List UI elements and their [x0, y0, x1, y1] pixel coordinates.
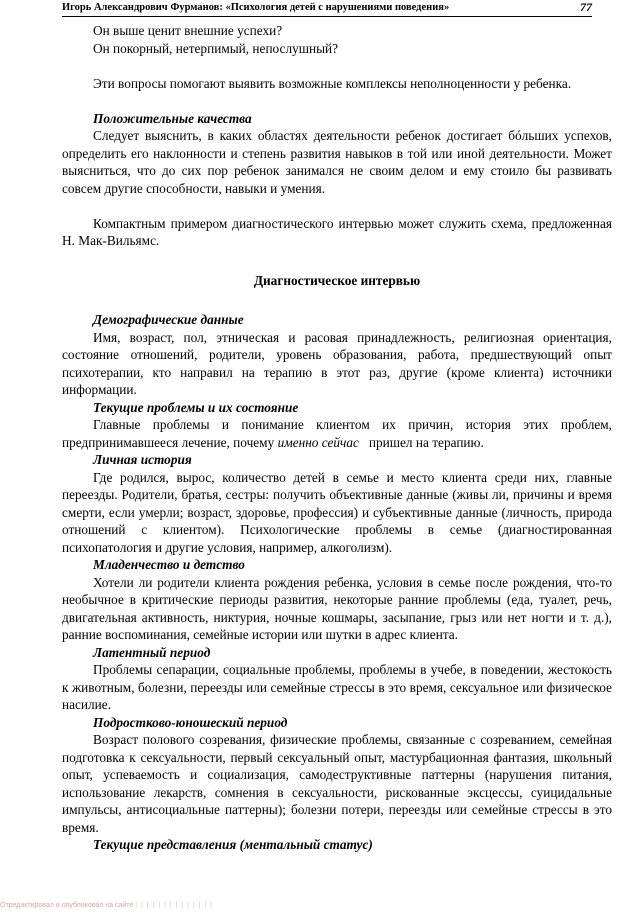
- section-heading: Подростково-юношеский период: [93, 714, 288, 730]
- paragraph: Возраст полового созревания, физические проблемы, связанные с созреванием, семейная подготовка к сексуальности, первый сексуальный опыт, мастурбационная фантазия, школьный опыт, успеваемость и социализация, самодеструктивные паттерны (нарушения питания, использование лекарств, сомнения в сексуальности, рискованные эксцессы, суицидальные импульсы, антисоциальные паттерны); болезни потери, переезды или семейные стрессы в это время.: [62, 732, 612, 835]
- section-heading: Текущие проблемы и их состояние: [93, 399, 299, 415]
- footer-watermark: [0, 901, 213, 910]
- header-title: Игорь Александрович Фурманов: «Психология детей с нарушениями поведения»: [62, 2, 450, 13]
- section-heading: Личная история: [93, 452, 192, 467]
- section-heading: Латентный период: [93, 644, 211, 660]
- paragraph: Где родился, вырос, количество детей в семье и место клиента среди них, главные переезды. Родители, братья, сестры: получить объективные данные (живы ли, причины и время смерти, если умерли; возраст, здоровье, профессия) и субъективные данные (личность, природа отношений с клиентом). Психологические проблемы в семье (диагностированная психопатология и другие условия, например, алкоголизм).: [62, 469, 612, 555]
- section-heading: Положительные качества: [93, 110, 252, 126]
- interview-title: Диагностическое интервью: [253, 272, 421, 288]
- running-header: [62, 1, 592, 17]
- page-number: 77: [580, 0, 592, 14]
- paragraph: Следует выяснить, в каких областях деятельности ребенок достигает бóльших успехов, определить его наклонности и степень развития навыков в той или иной деятельности. Может выясниться, что до сих пор ребенок занимался не своим делом и ему стоило бы развивать совсем другие способности, навыки и умения.: [62, 128, 612, 196]
- footer-text: Отредактировал и опубликовал на сайте: [0, 902, 134, 909]
- paragraph: Компактным примером диагностического интервью может служить схема, предложенная Н. Мак-Вильямс.: [62, 215, 612, 248]
- footer-ticks: | | | | | | | | | | | | | |: [135, 902, 214, 909]
- section-heading: Младенчество и детство: [93, 557, 245, 572]
- section-heading: Демографические данные: [93, 312, 244, 327]
- text-run: пришел на терапию.: [358, 434, 484, 450]
- question-line: Он выше ценит внешние успехи?: [93, 23, 283, 38]
- emphasis-text: именно сейчас: [277, 434, 359, 450]
- text-run: Главные проблемы и понимание клиентом их причин, история этих проблем, предпринимавшееся лечение, почему: [62, 417, 612, 450]
- paragraph: Хотели ли родители клиента рождения ребенка, условия в семье после рождения, что-то необычное в критические периоды развития, некоторые ранние проблемы (еда, туалет, речь, двигательная активность, никтурия, ночные кошмары, засыпание, грыз или нет ногти и т. д.), ранние воспоминания, семейные истории или шутки в адрес клиента.: [62, 574, 612, 642]
- paragraph: [62, 416, 612, 451]
- section-heading: Текущие представления (ментальный статус): [93, 837, 373, 852]
- question-line: Он покорный, нетерпимый, непослушный?: [93, 40, 339, 56]
- paragraph: Эти вопросы помогают выявить возможные комплексы неполноценности у ребенка.: [93, 75, 572, 91]
- page-body: [62, 22, 612, 854]
- paragraph: Проблемы сепарации, социальные проблемы, проблемы в учебе, в поведении, жестокость к животным, болезни, переезды или семейные стрессы в это время, сексуальное или физическое насилие.: [62, 662, 612, 712]
- paragraph: Имя, возраст, пол, этническая и расовая принадлежность, религиозная ориентация, состояние отношений, родители, уровень образования, работа, предшествующий опыт психотерапии, кто направил на терапию в этот раз, другие (кроме клиента) источники информации.: [62, 329, 612, 397]
